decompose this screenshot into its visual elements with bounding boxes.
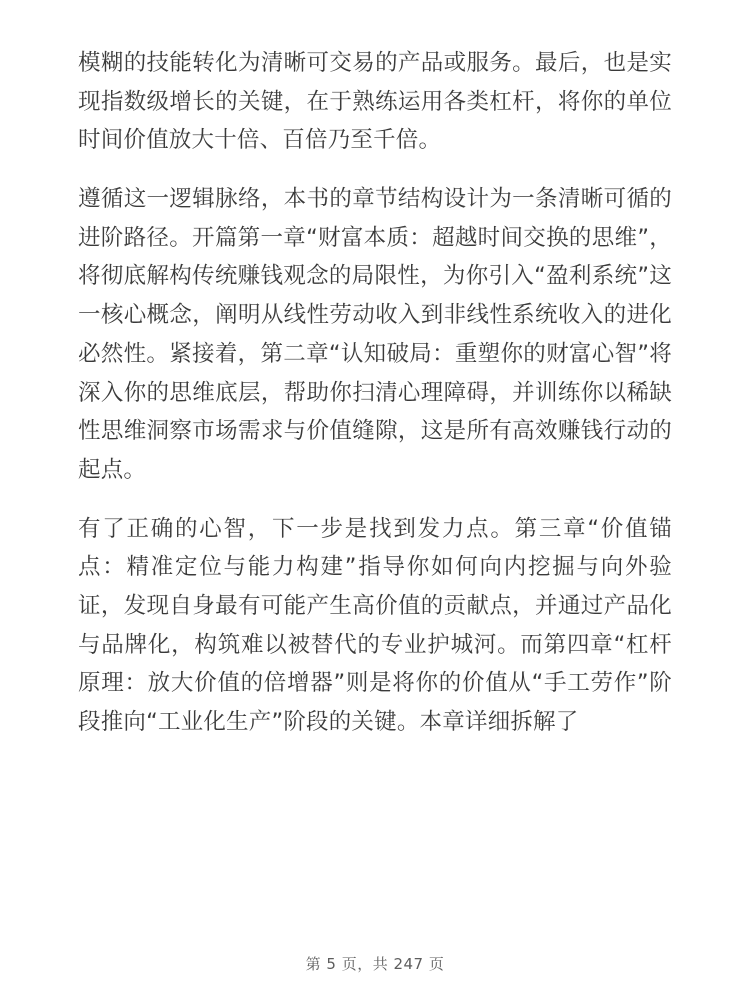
document-body [78, 44, 672, 742]
paragraph: 有了正确的心智，下一步是找到发力点。第三章“价值锚点：精准定位与能力构建”指导你如何向内挖掘与向外验证，发现自身最有可能产生高价值的贡献点，并通过产品化与品牌化，构筑难以被替代的专业护城河。而第四章“杠杆原理：放大价值的倍增器”则是将你的价值从“手工劳作”阶段推向“工业化生产”阶段的关键。本章详细拆解了 [78, 515, 672, 735]
paragraph: 遵循这一逻辑脉络，本书的章节结构设计为一条清晰可循的进阶路径。开篇第一章“财富本质：超越时间交换的思维”，将彻底解构传统赚钱观念的局限性，为你引入“盈利系统”这一核心概念，阐明从线性劳动收入到非线性系统收入的进化必然性。紧接着，第二章“认知破局：重塑你的财富心智”将深入你的思维底层，帮助你扫清心理障碍，并训练你以稀缺性思维洞察市场需求与价值缝隙，这是所有高效赚钱行动的起点。 [78, 186, 672, 483]
page-footer: 第 5 页，共 247 页 [305, 955, 445, 973]
paragraph: 模糊的技能转化为清晰可交易的产品或服务。最后，也是实现指数级增长的关键，在于熟练运用各类杠杆，将你的单位时间价值放大十倍、百倍乃至千倍。 [78, 50, 672, 154]
